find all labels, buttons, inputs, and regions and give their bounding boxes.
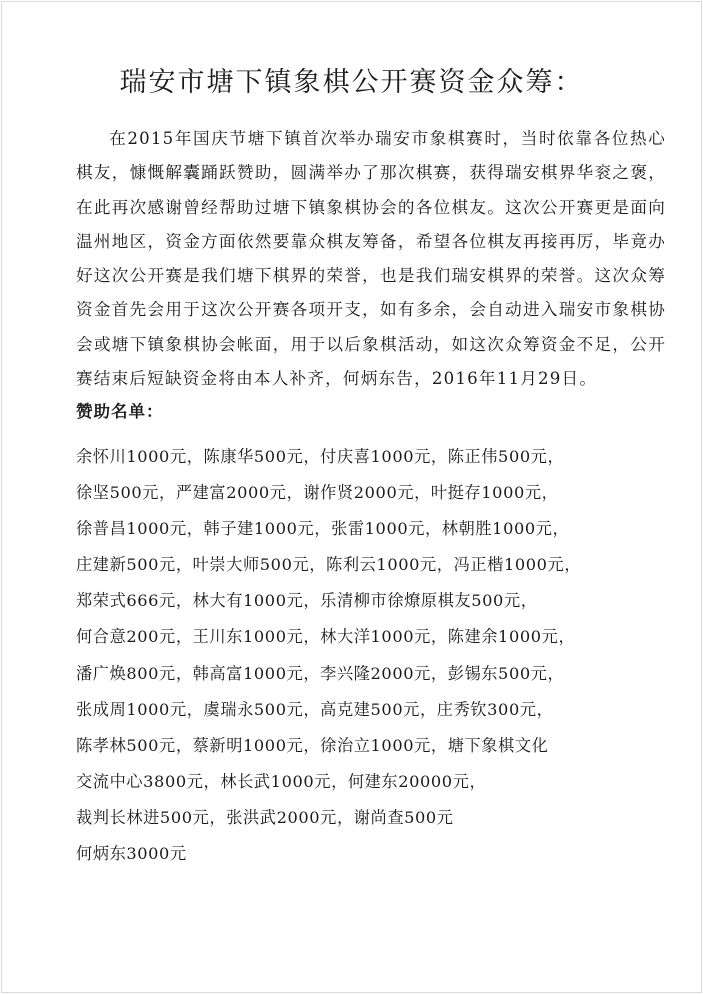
donor-line: 徐普昌1000元，韩子建1000元，张雷1000元，林朝胜1000元， <box>76 519 570 539</box>
donor-list <box>76 439 676 872</box>
document-page <box>1 1 702 993</box>
donor-line: 何合意200元，王川东1000元，林大洋1000元，陈建余1000元， <box>76 627 576 647</box>
donor-line: 交流中心3800元，林长武1000元，何建东20000元， <box>76 771 487 791</box>
intro-paragraph: 在2015年国庆节塘下镇首次举办瑞安市象棋赛时，当时依靠各位热心棋友，慷慨解囊踊跃赞助，圆满举办了那次棋赛，获得瑞安棋界华衮之褒，在此再次感谢曾经帮助过塘下镇象棋协会的各位棋友。这次公开赛更是面向温州地区，资金方面依然要靠众棋友筹备，希望各位棋友再接再厉，毕竟办好这次公开赛是我们塘下棋界的荣誉，也是我们瑞安棋界的荣誉。这次众筹资金首先会用于这次公开赛各项开支，如有多余，会自动进入瑞安市象棋协会或塘下镇象棋协会帐面，用于以后象棋活动，如这次众筹资金不足，公开赛结束后短缺资金将由本人补齐，何炳东告，2016年11月29日。 <box>76 129 666 389</box>
donor-line: 张成周1000元，虞瑞永500元，高克建500元，庄秀钦300元， <box>76 699 554 719</box>
donor-line: 余怀川1000元，陈康华500元，付庆喜1000元，陈正伟500元， <box>76 447 565 466</box>
donor-line: 庄建新500元，叶崇大师500元，陈利云1000元，冯正楷1000元， <box>76 555 582 575</box>
donor-line: 何炳东3000元 <box>76 844 187 864</box>
donor-line: 裁判长林进500元，张洪武2000元，谢尚查500元 <box>76 807 454 827</box>
donor-line: 徐坚500元，严建富2000元，谢作贤2000元，叶挺存1000元， <box>76 483 559 503</box>
sponsor-list-heading: 赞助名单： <box>76 402 164 421</box>
donor-line: 郑荣式666元，林大有1000元，乐清柳市徐燎原棋友500元， <box>76 591 538 611</box>
donor-line: 潘广焕800元，韩高富1000元，李兴隆2000元，彭锡东500元， <box>76 663 565 683</box>
donor-line: 陈孝林500元，蔡新明1000元，徐治立1000元，塘下象棋文化 <box>76 735 549 755</box>
document-title: 瑞安市塘下镇象棋公开赛资金众筹： <box>119 67 584 98</box>
